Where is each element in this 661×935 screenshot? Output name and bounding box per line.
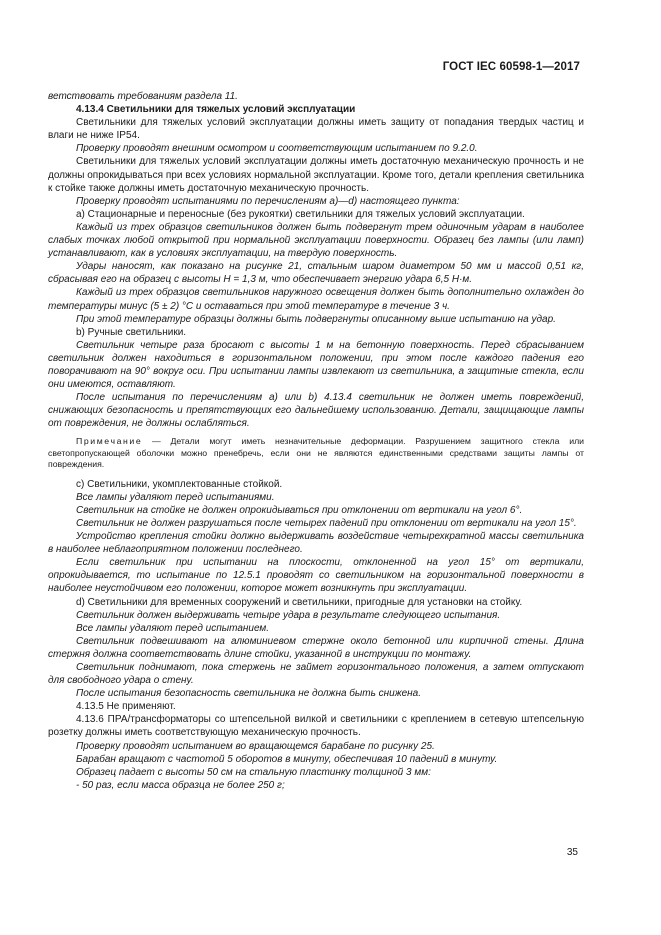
paragraph: Каждый из трех образцов светильников должен быть подвергнут трем одиночным ударам в наиболее слабых точках любой открытой при нормальной эксплуатации поверхности. Образец без лампы (или ламп) устанавливают, как в условиях эксплуатации, на твердую поверхность. — [48, 221, 584, 260]
list-item: d) Светильники для временных сооружений и светильники, пригодные для установки на стойку. — [76, 596, 523, 608]
list-item: - 50 раз, если масса образца не более 250 г; — [76, 779, 285, 791]
paragraph: Если светильник при испытании на плоскости, отклоненной на угол 15° от вертикали, опрокидывается, то испытание по 12.5.1 проводят со светильником на горизонтальной поверхности в наиболее неустойчивом его положении, которое может возникнуть при эксплуатации. — [48, 557, 584, 595]
document-body — [48, 90, 584, 792]
section-heading: 4.13.5 Не применяют. — [76, 701, 176, 713]
paragraph: Удары наносят, как показано на рисунке 21, стальным шаром диаметром 50 мм и массой 0,51 кг, сбрасывая его на образец с высоты H = 1,3 м, что обеспечивает энергию удара 6,5 Н·м. — [48, 261, 584, 286]
page-number: 35 — [566, 847, 578, 858]
paragraph: Устройство крепления стойки должно выдерживать воздействие четырехкратной массы светильника в наиболее неблагоприятном положении последнего. — [48, 531, 584, 556]
paragraph: При этой температуре образцы должны быть подвергнуты описанному выше испытанию на удар. — [76, 313, 556, 325]
paragraph: Образец падает с высоты 50 см на стальную пластинку толщиной 3 мм: — [76, 766, 431, 778]
note-text: — Детали могут иметь незначительные деформации. Разрушением защитного стекла или светопропускающей оболочки можно пренебречь, если они не являются единственными средствами защиты лампы от повреждения. — [48, 436, 584, 470]
paragraph: После испытания по перечислениям а) или b) 4.13.4 светильник не должен иметь повреждений, снижающих безопасность и препятствующих его дальнейшему использованию. Детали, защищающие лампы от повреждения, не должны ослабляться. — [48, 392, 584, 430]
paragraph: После испытания безопасность светильника не должна быть снижена. — [76, 688, 421, 700]
list-item: b) Ручные светильники. — [76, 326, 187, 338]
paragraph: Все лампы удаляют перед испытаниями. — [76, 491, 275, 503]
list-item: c) Светильники, укомплектованные стойкой. — [76, 478, 283, 490]
document-header: ГОСТ IEC 60598-1—2017 — [442, 61, 580, 73]
paragraph: Каждый из трех образцов светильников наружного освещения должен быть дополнительно охлажден до температуры минус (5 ± 2) °С и оставаться при этой температуре в течение 3 ч. — [48, 287, 584, 312]
note — [48, 436, 584, 470]
paragraph: Проверку проводят внешним осмотром и соответствующим испытанием по 9.2.0. — [76, 143, 478, 155]
paragraph: Светильник на стойке не должен опрокидываться при отклонении от вертикали на угол 6°. — [76, 504, 523, 516]
paragraph: Светильники для тяжелых условий эксплуатации должны иметь защиту от попадания твердых частиц и влаги не ниже IP54. — [48, 117, 584, 142]
paragraph: Светильник четыре раза бросают с высоты 1 м на бетонную поверхность. Перед сбрасыванием светильник должен находиться в горизонтальном положении, при этом после каждого падения его поворачивают на 90° вокруг оси. При испытании лампы извлекают из светильника, а защитные стекла, если они имеются, оставляют. — [48, 339, 584, 391]
paragraph: Барабан вращают с частотой 5 оборотов в минуту, обеспечивая 10 падений в минуту. — [76, 753, 498, 765]
paragraph: Светильник должен выдерживать четыре удара в результате следующего испытания. — [76, 609, 501, 621]
paragraph: Проверку проводят испытаниями по перечислениям а)—d) настоящего пункта: — [76, 195, 460, 207]
paragraph: Светильник подвешивают на алюминиевом стержне около бетонной или кирпичной стены. Длина стержня должна соответствовать длине стойки, указанной в инструкции по монтажу. — [48, 635, 584, 660]
list-item: а) Стационарные и переносные (без рукоятки) светильники для тяжелых условий эксплуатации. — [76, 208, 525, 220]
paragraph: Светильник не должен разрушаться после четырех падений при отклонении от вертикали на угол 15°. — [76, 517, 577, 529]
paragraph: ветствовать требованиям раздела 11. — [48, 91, 238, 102]
paragraph: Проверку проводят испытанием во вращающемся барабане по рисунку 25. — [76, 740, 435, 752]
paragraph: 4.13.6 ПРА/трансформаторы со штепсельной вилкой и светильники с креплением в сетевую штепсельную розетку должны иметь соответствующую механическую прочность. — [48, 714, 584, 739]
note-label: Примечание — [76, 436, 143, 447]
paragraph: Светильники для тяжелых условий эксплуатации должны иметь достаточную механическую прочность и не должны опрокидываться при всех условиях нормальной эксплуатации. Кроме того, детали крепления светильника к стойке также должны иметь достаточную механическую прочность. — [48, 156, 584, 194]
paragraph: Все лампы удаляют перед испытанием. — [76, 622, 270, 634]
section-heading: 4.13.4 Светильники для тяжелых условий эксплуатации — [76, 104, 356, 116]
paragraph: Светильник поднимают, пока стержень не займет горизонтального положения, а затем отпускают для свободного удара о стену. — [48, 661, 584, 687]
